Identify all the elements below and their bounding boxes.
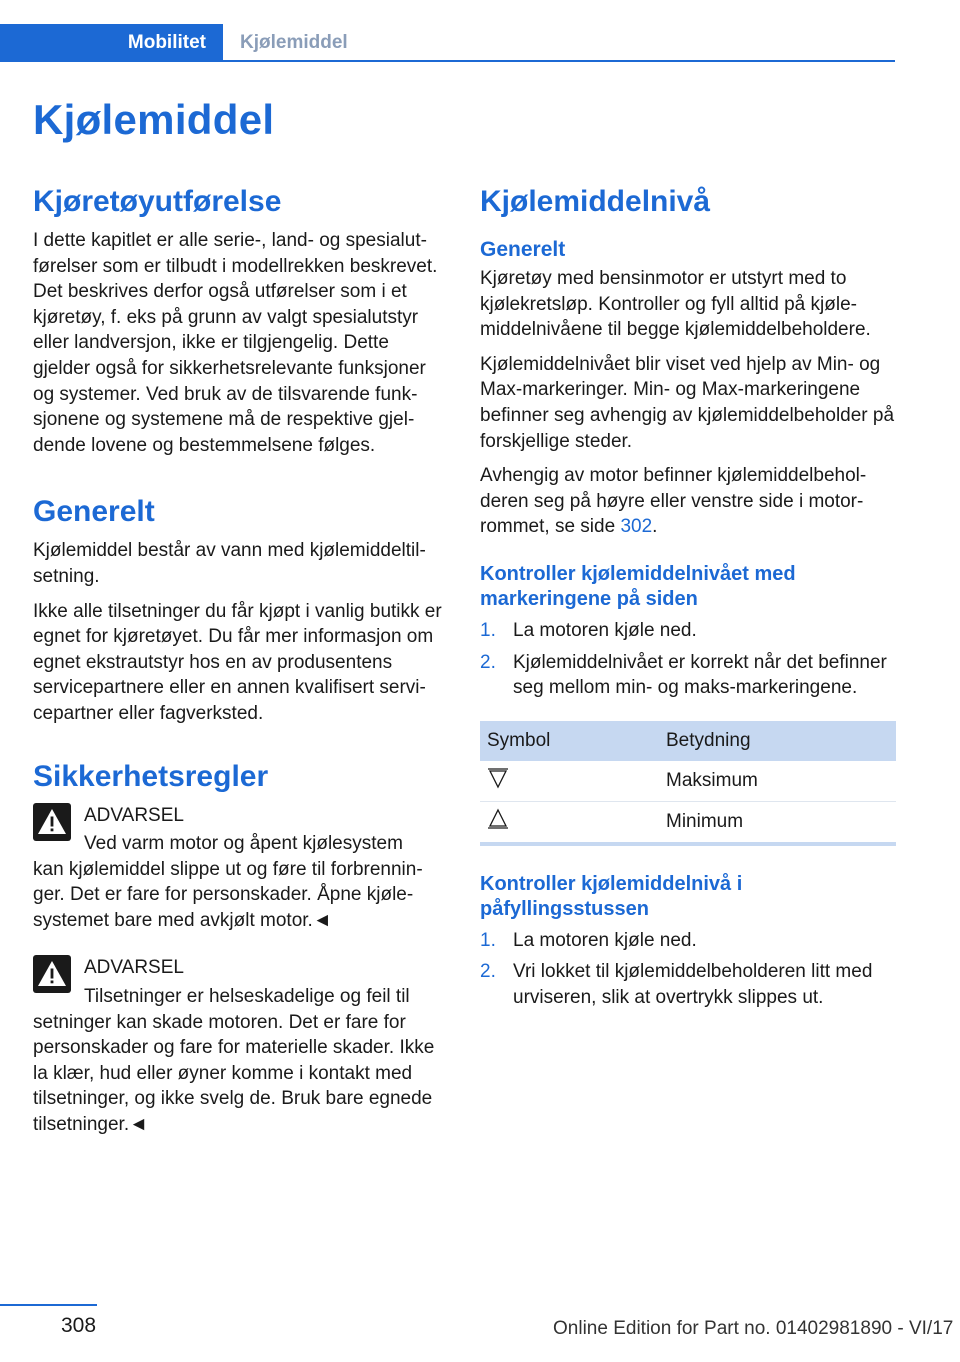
page-number: 308 [61,1314,97,1337]
table-header-meaning: Betydning [659,721,896,761]
step-number: 1. [480,619,496,641]
check-markings-steps [480,618,896,701]
check-markings-heading: Kontroller kjølemiddelnivået med markeringene på siden [480,562,796,610]
warning-label-1: ADVARSEL [84,804,184,826]
table-header-symbol: Symbol [480,721,659,761]
vehicle-heading: Kjøretøyutførelse [33,185,282,218]
step-number: 2. [480,961,496,983]
table-cell-meaning: Minimum [659,801,896,844]
step-text: La motoren kjøle ned. [513,619,697,641]
min-level-triangle-icon [487,808,509,830]
warning-block-2 [33,955,447,1137]
warning-text-1: kan kjølemiddel slippe ut og føre til forbrenninger. Det er fare for personskader. Åpne kjølesystemet bare med avkjølt motor.◄ [33,858,423,931]
step-number: 1. [480,929,496,951]
warning-triangle-icon [33,955,71,993]
warning-text-2: setninger kan skade motoren. Det er fare for personskader og fare for materielle skader. Ikke la klær, hud eller øyner komme i kontakt med tilsetninger, og ikke svelg de. Bruk bare egnede tilsetninger.◄ [33,1011,435,1136]
left-column [33,182,447,1148]
table-header-row [480,721,896,761]
general-text-1: Kjølemiddel består av vann med kjølemiddeltilsetning. [33,540,426,587]
header-bar [0,24,895,62]
check-filler-steps [480,928,896,1011]
warning-block-1 [33,803,447,934]
general-text-2: Ikke alle tilsetninger du får kjøpt i vanlig butikk er egnet for kjøretøyet. Du får mer informasjon om egnet ekstrautstyr hos en av produsentens servicepartnere eller en annen kvalifisert servicepartner eller fagverksted. [33,600,442,724]
header-rule [0,60,895,62]
list-item [480,618,896,644]
level-subheading: Generelt [480,238,566,261]
warning-first-line-1: Ved varm motor og åpent kjølesystem [84,833,403,855]
max-level-triangle-icon [487,767,509,789]
level-text-3 [480,463,896,540]
list-item [480,959,896,1010]
page-title: Kjølemiddel [33,96,275,143]
step-number: 2. [480,651,496,673]
symbol-table [480,721,896,846]
level-text-1: Kjøretøy med bensinmotor er utstyrt med to kjølekretsløp. Kontroller og fyll alltid på kjølemiddelnivåene til begge kjølemiddelbeholdere. [480,268,871,341]
vehicle-text: I dette kapitlet er alle serie-, land- og spesialutførelser som er tilbudt i modellrekken beskrevet. Det beskrives derfor også utførelser som i et kjøretøy, f. eks på grunn av valgt spesialutstyr eller landversjon, ikke er tilgjengelig. Dette gjelder også for sikkerhetsrelevante funksjoner og systemer. Ved bruk av de tilsvarende funksjonene og systemene må de respektive gjeldende lovene og bestemmelsene følges. [33,230,438,456]
table-row [480,761,896,802]
section-tab[interactable]: Kjølemiddel [240,32,348,53]
list-item [480,928,896,954]
level-text-3b: . [652,516,658,538]
safety-heading: Sikkerhetsregler [33,759,269,793]
level-text-3a: Avhengig av motor befinner kjølemiddelbeholderen seg på høyre eller venstre side i motorrommet, se side [480,465,867,538]
chapter-tab[interactable]: Mobilitet [0,24,223,62]
list-item [480,650,896,701]
table-row [480,801,896,844]
table-cell-meaning: Maksimum [659,761,896,802]
footer-rule [0,1304,97,1306]
step-text: La motoren kjøle ned. [513,929,697,951]
right-column [480,182,896,1025]
step-text: Kjølemiddelnivået er korrekt når det befinner seg mellom min- og maks-markeringene. [513,651,887,699]
table-cell-symbol [480,801,659,844]
check-filler-heading: Kontroller kjølemiddelnivå i påfyllingsstussen [480,872,743,920]
warning-triangle-icon [33,803,71,841]
warning-first-line-2: Tilsetninger er helseskadelige og feil til [84,986,410,1008]
level-text-2: Kjølemiddelnivået blir viset ved hjelp av Min- og Max-markeringer. Min- og Max-markeringene befinner seg avhengig av kjølemiddelbeholder på forskjellige steder. [480,353,895,452]
warning-label-2: ADVARSEL [84,957,184,979]
level-heading: Kjølemiddelnivå [480,185,711,218]
edition-note: Online Edition for Part no. 01402981890 - VI/17 [553,1318,954,1339]
general-heading: Generelt [33,495,155,529]
step-text: Vri lokket til kjølemiddelbeholderen litt med urviseren, slik at overtrykk slippes ut. [513,961,873,1008]
table-cell-symbol [480,761,659,802]
page-link-302[interactable]: 302 [620,516,653,538]
